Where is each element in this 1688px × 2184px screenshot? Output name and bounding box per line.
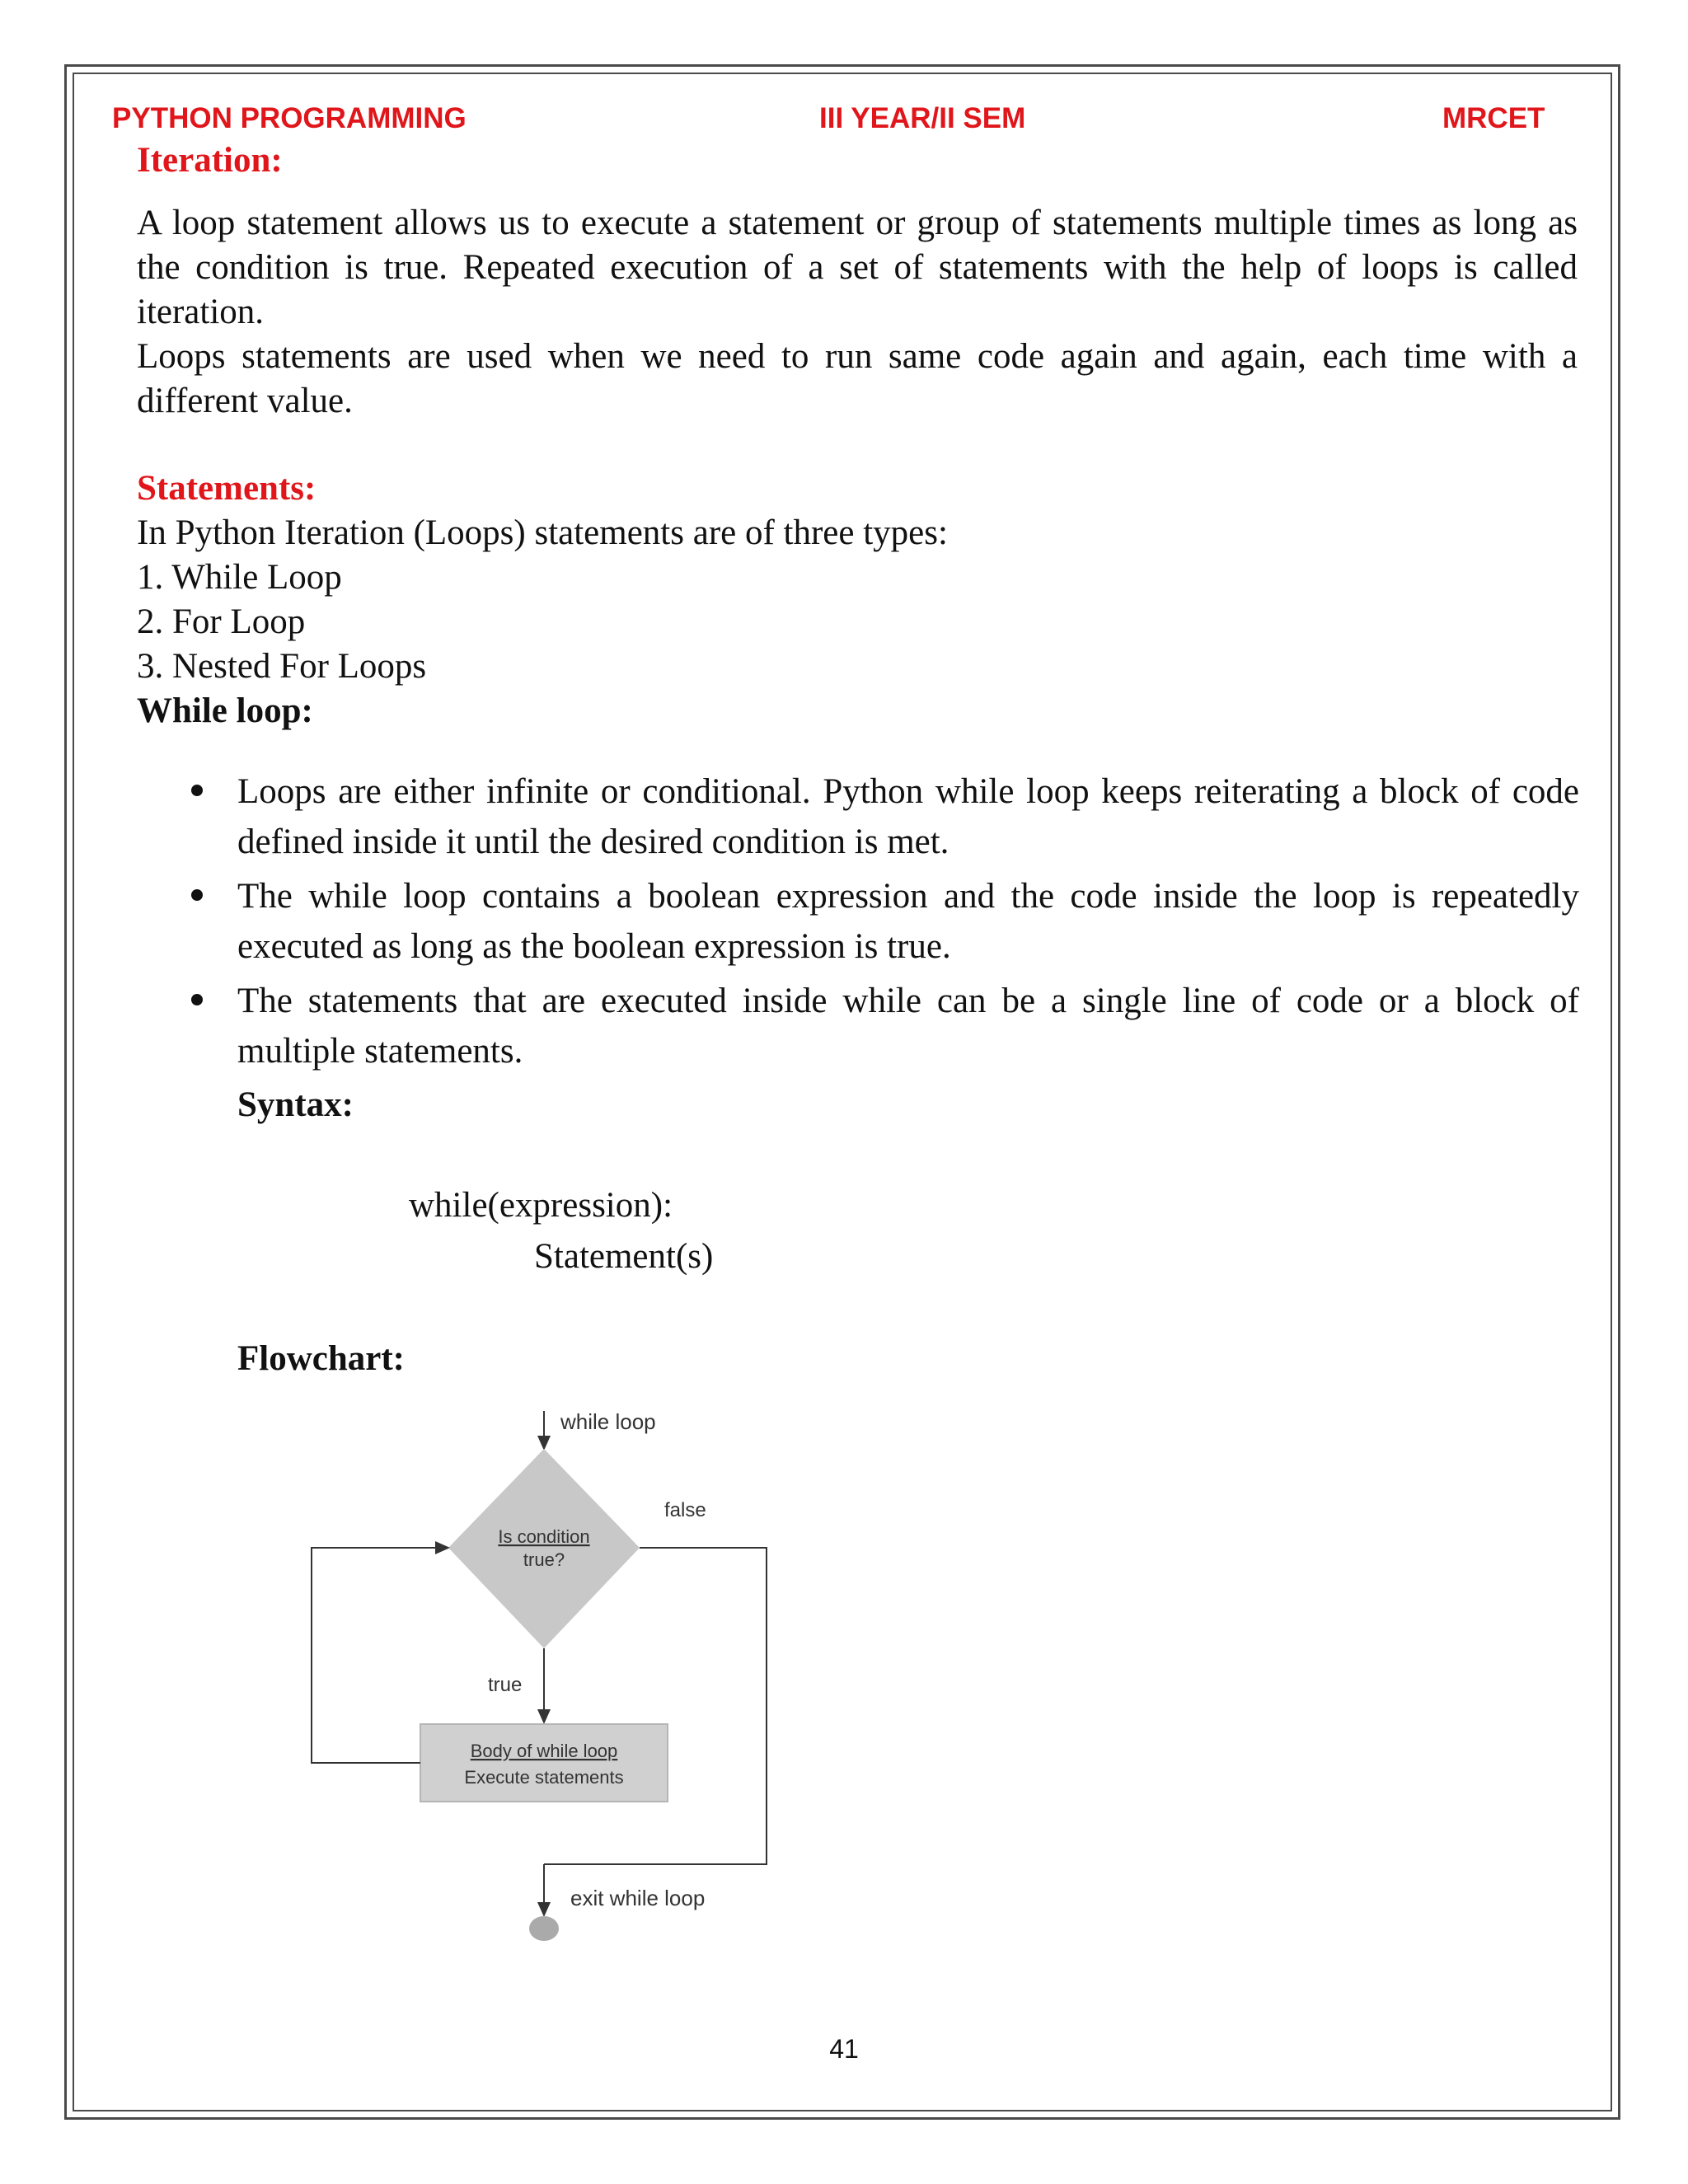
statement-type-item: 3. Nested For Loops — [137, 647, 427, 686]
condition-text-line-1: Is condition — [498, 1526, 590, 1547]
while-loop-bullet-list — [137, 766, 1579, 1080]
syntax-code-line-1: while(expression): — [409, 1186, 673, 1225]
bullet-text: Loops are either infinite or conditional. Python while loop keeps reiterating a block of code defined inside it until the desired condition is met. — [237, 772, 1579, 861]
loop-body-line-1: Body of while loop — [470, 1741, 618, 1761]
page-number: 41 — [829, 2034, 859, 2064]
loop-body-line-2: Execute statements — [464, 1767, 624, 1788]
statements-heading: Statements: — [137, 469, 316, 508]
flowchart-heading: Flowchart: — [237, 1339, 405, 1378]
header-institution: MRCET — [1442, 102, 1545, 134]
while-loop-heading: While loop: — [137, 691, 313, 730]
syntax-code-line-2: Statement(s) — [534, 1237, 714, 1276]
header-year-sem: III YEAR/II SEM — [819, 102, 1026, 134]
syntax-heading: Syntax: — [237, 1085, 354, 1124]
statements-intro: In Python Iteration (Loops) statements are of three types: — [137, 513, 948, 552]
entry-label: while loop — [560, 1409, 656, 1434]
bullet-item — [137, 766, 1579, 867]
bullet-item — [137, 976, 1579, 1076]
bullet-item — [137, 871, 1579, 972]
true-label: true — [488, 1674, 523, 1696]
exit-label: exit while loop — [570, 1886, 706, 1910]
iteration-paragraph-2: Loops statements are used when we need to run same code again and again, each time with a different value. — [137, 337, 1578, 420]
iteration-paragraph-1: A loop statement allows us to execute a statement or group of statements multiple times as long as the condition is true. Repeated execution of a set of statements with the help of loops is called iteration. — [137, 204, 1578, 331]
end-terminal — [529, 1916, 559, 1941]
false-label: false — [664, 1499, 706, 1521]
header-course-title: PYTHON PROGRAMMING — [112, 102, 467, 134]
condition-diamond — [448, 1449, 640, 1648]
bullet-text: The statements that are executed inside while can be a single line of code or a block of multiple statements. — [237, 982, 1579, 1071]
statement-type-item: 1. While Loop — [137, 558, 342, 597]
bullet-icon — [191, 994, 203, 1005]
iteration-heading: Iteration: — [137, 141, 283, 180]
bullet-icon — [191, 785, 203, 796]
while-loop-flowchart — [297, 1393, 824, 1953]
bullet-text: The while loop contains a boolean expression and the code inside the loop is repeatedly executed as long as the boolean expression is true. — [237, 877, 1579, 966]
bullet-icon — [191, 889, 203, 901]
statement-type-item: 2. For Loop — [137, 602, 306, 641]
condition-text-line-2: true? — [523, 1549, 565, 1570]
loop-body-box — [420, 1724, 668, 1802]
